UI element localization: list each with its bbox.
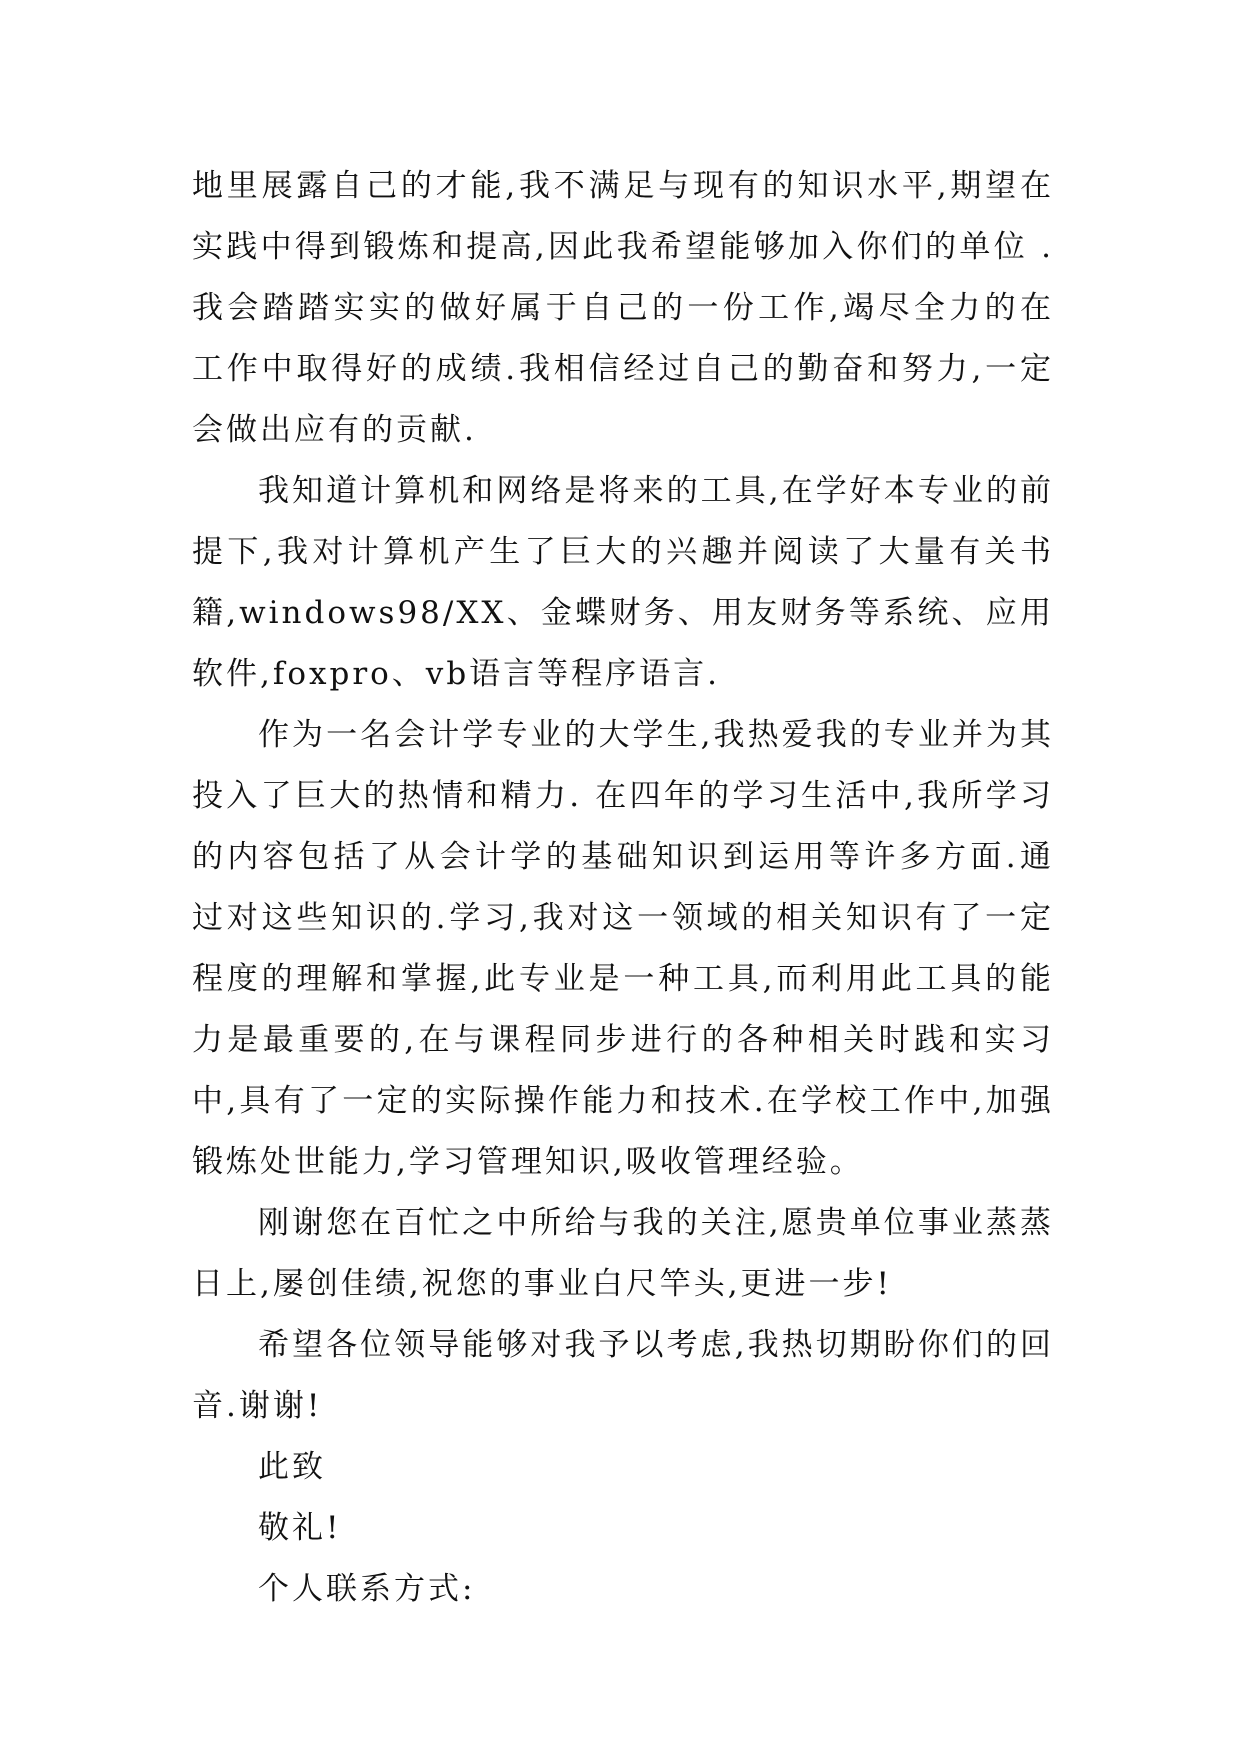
closing-respect: 敬礼! bbox=[258, 1510, 342, 1546]
closing-salutation: 此致 bbox=[258, 1449, 326, 1485]
paragraph-1: 地里展露自己的才能,我不满足与现有的知识水平,期望在实践中得到锻炼和提高,因此我希望能够加入你们的单位 .我会踏踏实实的做好属于自己的一份工作,竭尽全力的在工作中取得好的成绩.我相信经过自己的勤奋和努力,一定会做出应有的贡献. bbox=[192, 168, 1054, 448]
letter-body bbox=[192, 156, 1054, 1620]
paragraph-3: 作为一名会计学专业的大学生,我热爱我的专业并为其投入了巨大的热情和精力. 在四年的学习生活中,我所学习的内容包括了从会计学的基础知识到运用等许多方面.通过对这些知识的.学习,我对这一领域的相关知识有了一定程度的理解和掌握,此专业是一种工具,而利用此工具的能力是最重要的,在与课程同步进行的各种相关时践和实习中,具有了一定的实际操作能力和技术.在学校工作中,加强锻炼处世能力,学习管理知识,吸收管理经验。 bbox=[192, 717, 1054, 1180]
paragraph-4: 刚谢您在百忙之中所给与我的关注,愿贵单位事业蒸蒸日上,屡创佳绩,祝您的事业白尺竿头,更进一步! bbox=[192, 1205, 1054, 1302]
contact-label: 个人联系方式: bbox=[258, 1571, 476, 1607]
paragraph-2: 我知道计算机和网络是将来的工具,在学好本专业的前提下,我对计算机产生了巨大的兴趣并阅读了大量有关书籍,windows98/XX、金蝶财务、用友财务等系统、应用软件,foxpro、vb语言等程序语言. bbox=[192, 473, 1054, 692]
paragraph-5: 希望各位领导能够对我予以考虑,我热切期盼你们的回音.谢谢! bbox=[192, 1327, 1054, 1424]
